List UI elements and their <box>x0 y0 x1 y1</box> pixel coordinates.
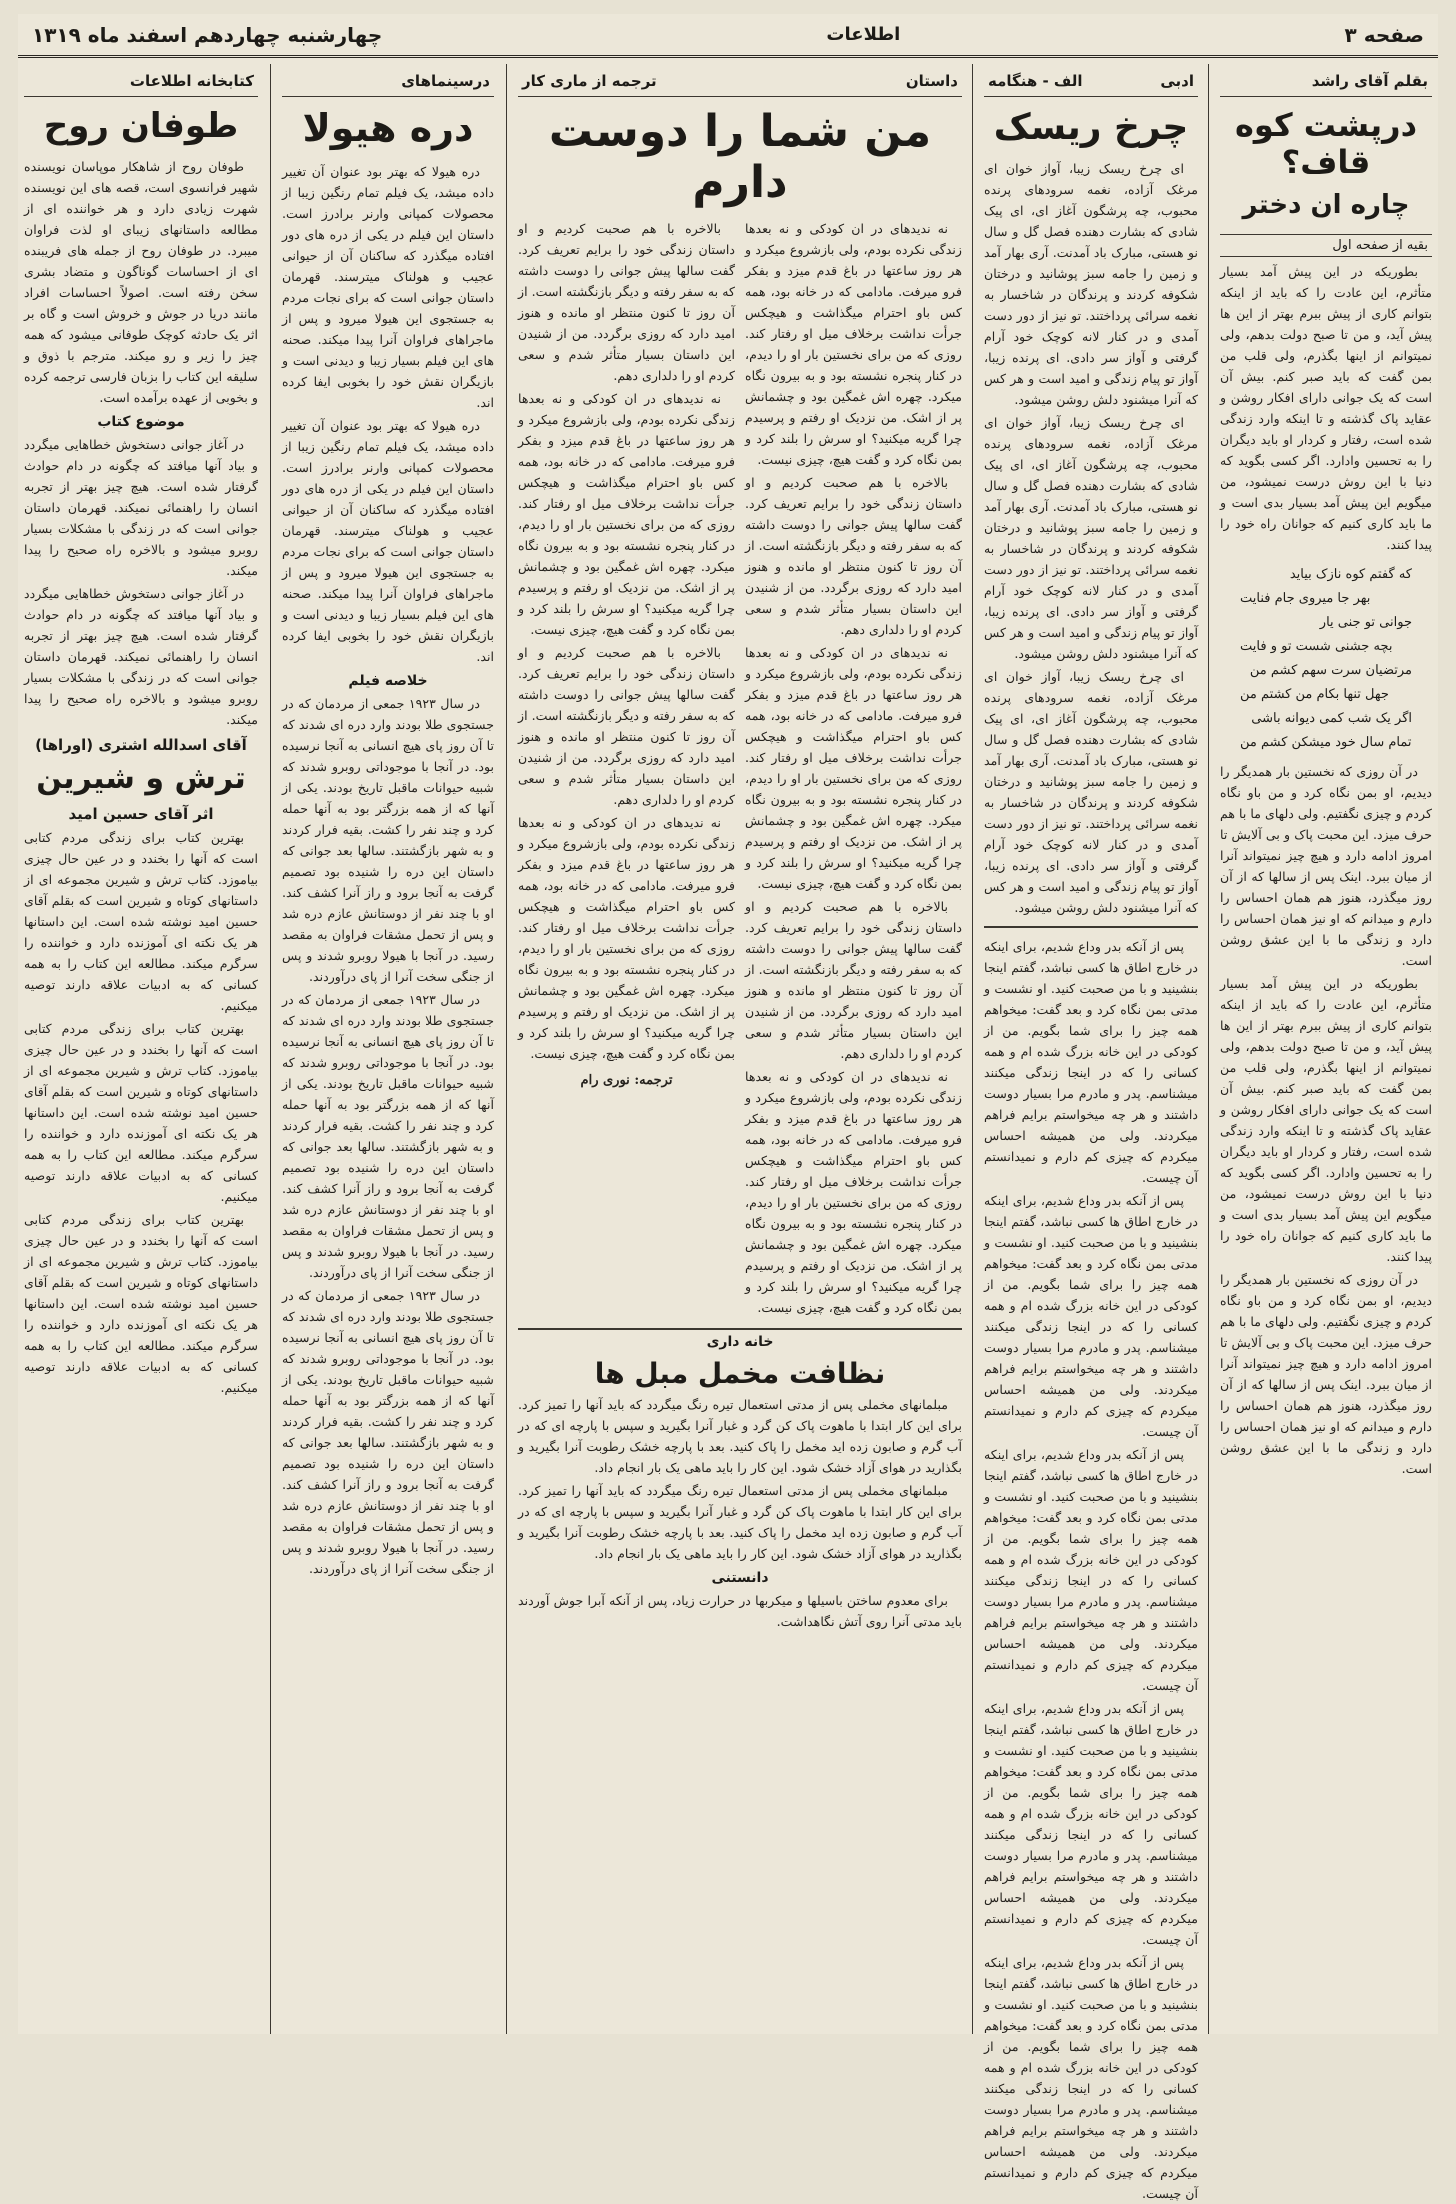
cinema-body: دره هیولا که بهتر بود عنوان آن تغییر داده میشد، یک فیلم تمام رنگین زیبا از محصولات کمپانی وارنر برادرز است. داستان این فیلم در یکی از دره های دور افتاده میگذرد که ساکنان آن از حیوانی عجیب و هولناک میترسند. قهرمان داستان جوانی است که برای نجات مردم به جستجوی این هیولا میرود و پس از ماجراهای فراوان آنرا پیدا میکند. صحنه های این فیلم بسیار زیبا و دیدنی است و بازیگران نقش خود را بخوبی ایفا کرده اند. دره هیولا که بهتر بود عنوان آن تغییر داده میشد، یک فیلم تمام رنگین زیبا از محصولات کمپانی وارنر برادرز است. داستان این فیلم در یکی از دره های دور افتاده میگذرد که ساکنان آن از حیوانی عجیب و هولناک میترسند. قهرمان داستان جوانی است که برای نجات مردم به جستجوی این هیولا میرود و پس از ماجراهای فراوان آنرا پیدا میکند. صحنه های این فیلم بسیار زیبا و دیدنی است و بازیگران نقش خود را بخوبی ایفا کرده اند. <box>282 163 494 664</box>
deck-chare: چاره ان دختر <box>1242 189 1410 220</box>
issue-date: چهارشنبه چهاردهم اسفند ماه ۱۳۱۹ <box>32 22 383 47</box>
literary-body: ای چرخ ریسک زیبا، آواز خوان ای مرغک آزاده، نغمه سرودهای پرنده محبوب، چه پرشگون آغاز ای، ای پیک شادی که بشارت دهنده فصل گل و سال نو هستی، مبارک باد آمدنت. آری بهار آمد و زمین را جامه سبز پوشانید و درختان شکوفه کردند و پرندگان در شاخسار به نغمه سرائی پرداختند. تو نیز از دور دست آمدی و در کنار لانه کوچک خود آرام گرفتی و آواز سر دادی. ای پرنده زیبا، آواز تو پیام زندگی و امید است و هر کس که آنرا میشنود دلش روشن میشود. ای چرخ ریسک زیبا، آواز خوان ای مرغک آزاده، نغمه سرودهای پرنده محبوب، چه پرشگون آغاز ای، ای پیک شادی که بشارت دهنده فصل گل و سال نو هستی، مبارک باد آمدنت. آری بهار آمد و زمین را جامه سبز پوشانید و درختان شکوفه کردند و پرندگان در شاخسار به نغمه سرائی پرداختند. تو نیز از دور دست آمدی و در کنار لانه کوچک خود آرام گرفتی و آواز سر دادی. ای پرنده زیبا، آواز تو پیام زندگی و امید است و هر کس که آنرا میشنود دلش روشن میشود. ای چرخ ریسک زیبا، آواز خوان ای مرغک آزاده، نغمه سرودهای پرنده محبوب، چه پرشگون آغاز ای، ای پیک شادی که بشارت دهنده فصل گل و سال نو هستی، مبارک باد آمدنت. آری بهار آمد و زمین را جامه سبز پوشانید و درختان شکوفه کردند و پرندگان در شاخسار به نغمه سرائی پرداختند. تو نیز از دور دست آمدی و در کنار لانه کوچک خود آرام گرفتی و آواز سر دادی. ای پرنده زیبا، آواز تو پیام زندگی و امید است و هر کس که آنرا میشنود دلش روشن میشود. <box>984 161 1198 916</box>
divider <box>984 926 1198 928</box>
column-cinema <box>276 64 500 2034</box>
headline-dostet-daram: من شما را دوست دارم <box>548 106 932 208</box>
story-continuation: پس از آنکه بدر وداع شدیم، برای اینکه در خارج اطاق ها کسی نباشد، گفتم اینجا بنشینید و با من صحبت کنید. او نشست و مدتی بمن نگاه کرد و بعد گفت: میخواهم همه چیز را برای شما بگویم. من از کودکی در این خانه بزرگ شده ام و همه کسانی را که در اینجا زندگی میکنند میشناسم. پدر و مادرم مرا بسیار دوست داشتند و هر چه میخواستم برایم فراهم میکردند. ولی من همیشه احساس میکردم که چیزی کم دارم و نمیدانستم آن چیست. پس از آنکه بدر وداع شدیم، برای اینکه در خارج اطاق ها کسی نباشد، گفتم اینجا بنشینید و با من صحبت کنید. او نشست و مدتی بمن نگاه کرد و بعد گفت: میخواهم همه چیز را برای شما بگویم. من از کودکی در این خانه بزرگ شده ام و همه کسانی را که در اینجا زندگی میکنند میشناسم. پدر و مادرم مرا بسیار دوست داشتند و هر چه میخواستم برایم فراهم میکردند. ولی من همیشه احساس میکردم که چیزی کم دارم و نمیدانستم آن چیست. پس از آنکه بدر وداع شدیم، برای اینکه در خارج اطاق ها کسی نباشد، گفتم اینجا بنشینید و با من صحبت کنید. او نشست و مدتی بمن نگاه کرد و بعد گفت: میخواهم همه چیز را برای شما بگویم. من از کودکی در این خانه بزرگ شده ام و همه کسانی را که در اینجا زندگی میکنند میشناسم. پدر و مادرم مرا بسیار دوست داشتند و هر چه میخواستم برایم فراهم میکردند. ولی من همیشه احساس میکردم که چیزی کم دارم و نمیدانستم آن چیست. پس از آنکه بدر وداع شدیم، برای اینکه در خارج اطاق ها کسی نباشد، گفتم اینجا بنشینید و با من صحبت کنید. او نشست و مدتی بمن نگاه کرد و بعد گفت: میخواهم همه چیز را برای شما بگویم. من از کودکی در این خانه بزرگ شده ام و همه کسانی را که در اینجا زندگی میکنند میشناسم. پدر و مادرم مرا بسیار دوست داشتند و هر چه میخواستم برایم فراهم میکردند. ولی من همیشه احساس میکردم که چیزی کم دارم و نمیدانستم آن چیست. پس از آنکه بدر وداع شدیم، برای اینکه در خارج اطاق ها کسی نباشد، گفتم اینجا بنشینید و با من صحبت کنید. او نشست و مدتی بمن نگاه کرد و بعد گفت: میخواهم همه چیز را برای شما بگویم. من از کودکی در این خانه بزرگ شده ام و همه کسانی را که در اینجا زندگی میکنند میشناسم. پدر و مادرم مرا بسیار دوست داشتند و هر چه میخواستم برایم فراهم میکردند. ولی من همیشه احساس میکردم که چیزی کم دارم و نمیدانستم آن چیست. <box>984 939 1198 2202</box>
poem: که گفتم کوه نازک بیاید بهر جا میروی جام فنایت جوانی تو جنی یار بچه جشنی شست تو و فایت مرتضیان سرت سهم کشم من جهل تنها بکام من کشتم من اگر یک شب کمی دیوانه باشی تمام سال خود میشکن کشم من <box>1240 567 1412 751</box>
page-number: صفحه ۳ <box>1344 22 1424 47</box>
library-body: طوفان روح از شاهکار موپاسان نویسنده شهیر فرانسوی است، قصه های این نویسنده شهرت زیادی دارد و هر خواننده ای از مطالعه داستانهای زیبای او لذت فراوان میبرد. در طوفان روح از جمله های فریبنده ای از احساسات گوناگون و متضاد بشری سخن رفته است. اصولاً احساسات افراد مانند دریا در جوش و خروش است و گاه بر اثر یک حادثه کوچک طوفانی میشود که همه چیز را زیر و رو میکند. مترجم با ذوق و سلیقه این کتاب را بزبان فارسی ترجمه کرده و بخوبی از عهده برآمده است. <box>24 159 258 406</box>
column-story <box>512 64 968 2034</box>
headline-charkh-risak: چرخ ریسک <box>993 107 1189 148</box>
summary-subhead: خلاصه فیلم <box>348 672 428 689</box>
article-body-continued: در آن روزی که نخستین بار همدیگر را دیدیم، او بمن نگاه کرد و من باو نگاه کردم و چیزی نگفتیم. ولی دلهای ما با هم حرف میزد. این محبت پاک و بی آلایش تا امروز ادامه دارد و هیچ چیز نمیتواند آنرا از میان ببرد. اینک پس از سالها که از آن روز میگذرد، هنوز هم همان احساس را دارم و میدانم که او نیز همان احساس را دارد و زندگی ما با این عشق روشن است. بطوریکه در این پیش آمد بسیار متأثرم، این عادت را که باید از اینکه بتوانم کاری از پیش ببرم بهتر از این ها پیش آید، و من تا صبح دولت بدهم، ولی نمیتوانم از اینها بگذرم، ولی قلب من بمن گفت که باید صبر کنم. بیش آن است که یک جوانی دارای افکار روشن و عقاید پاک گذشته و تا اینکه وارد زندگی شده است، رفتار و کردار او باید دیگران را به تحسین وادارد. اگر کسی بگوید که دنیا با این روش درست نمیشود، من میگویم این پیش آمد بسیار بدی است و ما باید کاری کنیم که جوانان راه خود را پیدا کنند. در آن روزی که نخستین بار همدیگر را دیدیم، او بمن نگاه کرد و من باو نگاه کردم و چیزی نگفتیم. ولی دلهای ما با هم حرف میزد. این محبت پاک و بی آلایش تا امروز ادامه دارد و هیچ چیز نمیتواند آنرا از میان ببرد. اینک پس از سالها که از آن روز میگذرد، هنوز هم همان احساس را دارم و میدانم که او نیز همان احساس را دارد و زندگی ما با این عشق روشن است. <box>1220 764 1432 1477</box>
column-opinion <box>1214 64 1438 2034</box>
column-rule <box>972 64 973 2034</box>
byline-tag: بقلم آقای راشد <box>1220 64 1432 97</box>
contributor: آقای اسدالله اشتری (اوراها) <box>35 736 247 755</box>
article-body: بطوریکه در این پیش آمد بسیار متأثرم، این عادت را که باید از اینکه بتوانم کاری از پیش ببرم بهتر از این ها پیش آید، و من تا صبح دولت بدهم، ولی نمیتوانم از اینها بگذرم، ولی قلب من بمن گفت که باید صبر کنم. بیش آن است که یک جوانی دارای افکار روشن و عقاید پاک گذشته و تا اینکه وارد زندگی شده است، رفتار و کردار او باید دیگران را به تحسین وادارد. اگر کسی بگوید که دنیا با این روش درست نمیشود، من میگویم این پیش آمد بسیار بدی است و ما باید کاری کنیم که جوانان راه خود را پیدا کنند. <box>1220 264 1432 553</box>
translator-signature: ترجمه: نوری رام <box>580 1073 673 1089</box>
headline-toofan-rooh: طوفان روح <box>43 106 239 146</box>
section-tag: ادبی الف - هنگامه <box>984 64 1198 97</box>
section-tag: درسینماهای <box>282 64 494 97</box>
newspaper-name: اطلاعات <box>826 24 901 45</box>
continuation-note: بقیه از صفحه اول <box>1220 234 1432 257</box>
column-rule <box>1208 64 1209 2034</box>
trivia-tag: دانستنی <box>711 1570 769 1587</box>
book-review: بهترین کتاب برای زندگی مردم کتابی است که آنها را بخندد و در عین حال چیزی بیاموزد. کتاب ترش و شیرین مجموعه ای از داستانهای کوتاه و شیرین است که بقلم آقای حسین امید نوشته شده است. این داستانها هر یک نکته ای آموزنده دارد و خواننده را سرگرم میکند. مطالعه این کتاب را به همه کسانی که به ادبیات علاقه دارند توصیه میکنیم. بهترین کتاب برای زندگی مردم کتابی است که آنها را بخندد و در عین حال چیزی بیاموزد. کتاب ترش و شیرین مجموعه ای از داستانهای کوتاه و شیرین است که بقلم آقای حسین امید نوشته شده است. این داستانها هر یک نکته ای آموزنده دارد و خواننده را سرگرم میکند. مطالعه این کتاب را به همه کسانی که به ادبیات علاقه دارند توصیه میکنیم. بهترین کتاب برای زندگی مردم کتابی است که آنها را بخندد و در عین حال چیزی بیاموزد. کتاب ترش و شیرین مجموعه ای از داستانهای کوتاه و شیرین است که بقلم آقای حسین امید نوشته شده است. این داستانها هر یک نکته ای آموزنده دارد و خواننده را سرگرم میکند. مطالعه این کتاب را به همه کسانی که به ادبیات علاقه دارند توصیه میکنیم. <box>24 829 258 1395</box>
home-body: مبلمانهای مخملی پس از مدتی استعمال تیره رنگ میگردد که باید آنها را تمیز کرد. برای این کار ابتدا با ماهوت پاک کن گرد و غبار آنرا بگیرید و سپس با پارچه ای که در آب گرم و صابون زده اید مخمل را پاک کنید. بعد با پارچه خشک رطوبت آنرا بگیرید و بگذارید در هوای آزاد خشک شود. این کار را باید ماهی یک بار انجام داد. مبلمانهای مخملی پس از مدتی استعمال تیره رنگ میگردد که باید آنها را تمیز کرد. برای این کار ابتدا با ماهوت پاک کن گرد و غبار آنرا بگیرید و سپس با پارچه ای که در آب گرم و صابون زده اید مخمل را پاک کنید. بعد با پارچه خشک رطوبت آنرا بگیرید و بگذارید در هوای آزاد خشک شود. این کار را باید ماهی یک بار انجام داد. <box>518 1397 962 1562</box>
newspaper-page <box>18 14 1438 2202</box>
story-body-right: نه ندیدهای در ان کودکی و نه بعدها زندگی نکرده بودم، ولی بازشروع میکرد و هر روز ساعتها در باغ قدم میزد و بفکر فرو میرفت. مادامی که در خانه بود، همه کس باو احترام میگذاشت و هیچکس جرأت نداشت برخلاف میل او رفتار کند. روزی که من برای نخستین بار او را دیدم، در کنار پنجره نشسته بود و به بیرون نگاه میکرد. چهره اش غمگین بود و چشمانش پر از اشک. من نزدیک او رفتم و پرسیدم چرا گریه میکنید؟ او سرش را بلند کرد و بمن نگاه کرد و گفت هیچ، چیزی نیست. بالاخره با هم صحبت کردیم و او داستان زندگی خود را برایم تعریف کرد. گفت سالها پیش جوانی را دوست داشته که به سفر رفته و دیگر بازنگشته است. از آن روز تا کنون منتظر او مانده و هنوز امید دارد که روزی برگردد. من از شنیدن این داستان بسیار متأثر شدم و سعی کردم او را دلداری دهم. نه ندیدهای در ان کودکی و نه بعدها زندگی نکرده بودم، ولی بازشروع میکرد و هر روز ساعتها در باغ قدم میزد و بفکر فرو میرفت. مادامی که در خانه بود، همه کس باو احترام میگذاشت و هیچکس جرأت نداشت برخلاف میل او رفتار کند. روزی که من برای نخستین بار او را دیدم، در کنار پنجره نشسته بود و به بیرون نگاه میکرد. چهره اش غمگین بود و چشمانش پر از اشک. من نزدیک او رفتم و پرسیدم چرا گریه میکنید؟ او سرش را بلند کرد و بمن نگاه کرد و گفت هیچ، چیزی نیست. بالاخره با هم صحبت کردیم و او داستان زندگی خود را برایم تعریف کرد. گفت سالها پیش جوانی را دوست داشته که به سفر رفته و دیگر بازنگشته است. از آن روز تا کنون منتظر او مانده و هنوز امید دارد که روزی برگردد. من از شنیدن این داستان بسیار متأثر شدم و سعی کردم او را دلداری دهم. نه ندیدهای در ان کودکی و نه بعدها زندگی نکرده بودم، ولی بازشروع میکرد و هر روز ساعتها در باغ قدم میزد و بفکر فرو میرفت. مادامی که در خانه بود، همه کس باو احترام میگذاشت و هیچکس جرأت نداشت برخلاف میل او رفتار کند. روزی که من برای نخستین بار او را دیدم، در کنار پنجره نشسته بود و به بیرون نگاه میکرد. چهره اش غمگین بود و چشمانش پر از اشک. من نزدیک او رفتم و پرسیدم چرا گریه میکنید؟ او سرش را بلند کرد و بمن نگاه کرد و گفت هیچ، چیزی نیست. <box>745 221 962 1316</box>
topic-body: در آغاز جوانی دستخوش خطاهایی میگردد و بیاد آنها میافتد که چگونه در دام حوادث گرفتار شده است. هیچ چیز بهتر از تجربه انسان را راهنمائی نمیکند. قهرمان داستان جوانی است که در زندگی با مشکلات بسیار روبرو میشود و بالاخره راه صحیح را پیدا میکند. در آغاز جوانی دستخوش خطاهایی میگردد و بیاد آنها میافتد که چگونه در دام حوادث گرفتار شده است. هیچ چیز بهتر از تجربه انسان را راهنمائی نمیکند. قهرمان داستان جوانی است که در زندگی با مشکلات بسیار روبرو میشود و بالاخره راه صحیح را پیدا میکند. <box>24 437 258 728</box>
columns <box>18 64 1438 2202</box>
headline-mobl: نظافت مخمل مبل ها <box>594 1357 886 1391</box>
masthead <box>18 14 1438 58</box>
headline-dare-hayoola: دره هیولا <box>302 106 474 150</box>
summary-body: در سال ۱۹۲۳ جمعی از مردمان که در جستجوی طلا بودند وارد دره ای شدند که تا آن روز پای هیچ انسانی به آنجا نرسیده بود. در آنجا با موجوداتی روبرو شدند که شبیه حیوانات ماقبل تاریخ بودند. یکی از آنها که از همه بزرگتر بود به آنها حمله کرد و چند نفر را کشت. بقیه فرار کردند و به شهر بازگشتند. سالها بعد جوانی که داستان این دره را شنیده بود تصمیم گرفت به آنجا برود و راز آنرا کشف کند. او با چند نفر از دوستانش عازم دره شد و پس از تحمل مشقات فراوان به مقصد رسید. در آنجا با هیولا روبرو شدند و پس از جنگی سخت آنرا از پای درآوردند. در سال ۱۹۲۳ جمعی از مردمان که در جستجوی طلا بودند وارد دره ای شدند که تا آن روز پای هیچ انسانی به آنجا نرسیده بود. در آنجا با موجوداتی روبرو شدند که شبیه حیوانات ماقبل تاریخ بودند. یکی از آنها که از همه بزرگتر بود به آنها حمله کرد و چند نفر را کشت. بقیه فرار کردند و به شهر بازگشتند. سالها بعد جوانی که داستان این دره را شنیده بود تصمیم گرفت به آنجا برود و راز آنرا کشف کند. او با چند نفر از دوستانش عازم دره شد و پس از تحمل مشقات فراوان به مقصد رسید. در آنجا با هیولا روبرو شدند و پس از جنگی سخت آنرا از پای درآوردند. در سال ۱۹۲۳ جمعی از مردمان که در جستجوی طلا بودند وارد دره ای شدند که تا آن روز پای هیچ انسانی به آنجا نرسیده بود. در آنجا با موجوداتی روبرو شدند که شبیه حیوانات ماقبل تاریخ بودند. یکی از آنها که از همه بزرگتر بود به آنها حمله کرد و چند نفر را کشت. بقیه فرار کردند و به شهر بازگشتند. سالها بعد جوانی که داستان این دره را شنیده بود تصمیم گرفت به آنجا برود و راز آنرا کشف کند. او با چند نفر از دوستانش عازم دره شد و پس از تحمل مشقات فراوان به مقصد رسید. در آنجا با هیولا روبرو شدند و پس از جنگی سخت آنرا از پای درآوردند. <box>282 695 494 1576</box>
topic-subhead: موضوع کتاب <box>97 414 185 431</box>
column-rule <box>506 64 507 2034</box>
home-tag: خانه داری <box>706 1334 774 1351</box>
headline-torsh-shirin: ترش و شیرین <box>36 761 246 797</box>
column-literary <box>978 64 1204 2202</box>
home-section <box>518 1328 962 1632</box>
column-rule <box>270 64 271 2034</box>
section-tag: داستان ترجمه از ماری کار <box>518 64 962 97</box>
book-author: اثر آقای حسین امید <box>68 804 214 823</box>
trivia-body: برای معدوم ساختن باسیلها و میکربها در حرارت زیاد، پس از آنکه آبرا جوش آوردند باید مدتی آنرا روی آتش نگاهداشت. <box>518 1593 962 1630</box>
column-library <box>18 64 264 2034</box>
section-tag: کتابخانه اطلاعات <box>24 64 258 97</box>
story-body-left: بالاخره با هم صحبت کردیم و او داستان زندگی خود را برایم تعریف کرد. گفت سالها پیش جوانی را دوست داشته که به سفر رفته و دیگر بازنگشته است. از آن روز تا کنون منتظر او مانده و هنوز امید دارد که روزی برگردد. من از شنیدن این داستان بسیار متأثر شدم و سعی کردم او را دلداری دهم. نه ندیدهای در ان کودکی و نه بعدها زندگی نکرده بودم، ولی بازشروع میکرد و هر روز ساعتها در باغ قدم میزد و بفکر فرو میرفت. مادامی که در خانه بود، همه کس باو احترام میگذاشت و هیچکس جرأت نداشت برخلاف میل او رفتار کند. روزی که من برای نخستین بار او را دیدم، در کنار پنجره نشسته بود و به بیرون نگاه میکرد. چهره اش غمگین بود و چشمانش پر از اشک. من نزدیک او رفتم و پرسیدم چرا گریه میکنید؟ او سرش را بلند کرد و بمن نگاه کرد و گفت هیچ، چیزی نیست. بالاخره با هم صحبت کردیم و او داستان زندگی خود را برایم تعریف کرد. گفت سالها پیش جوانی را دوست داشته که به سفر رفته و دیگر بازنگشته است. از آن روز تا کنون منتظر او مانده و هنوز امید دارد که روزی برگردد. من از شنیدن این داستان بسیار متأثر شدم و سعی کردم او را دلداری دهم. نه ندیدهای در ان کودکی و نه بعدها زندگی نکرده بودم، ولی بازشروع میکرد و هر روز ساعتها در باغ قدم میزد و بفکر فرو میرفت. مادامی که در خانه بود، همه کس باو احترام میگذاشت و هیچکس جرأت نداشت برخلاف میل او رفتار کند. روزی که من برای نخستین بار او را دیدم، در کنار پنجره نشسته بود و به بیرون نگاه میکرد. چهره اش غمگین بود و چشمانش پر از اشک. من نزدیک او رفتم و پرسیدم چرا گریه میکنید؟ او سرش را بلند کرد و بمن نگاه کرد و گفت هیچ، چیزی نیست. ترجمه: نوری رام <box>518 218 735 1320</box>
headline-kohe-ghaf: درپشت کوه قاف؟ <box>1235 106 1417 181</box>
story-two-columns <box>518 218 962 1320</box>
